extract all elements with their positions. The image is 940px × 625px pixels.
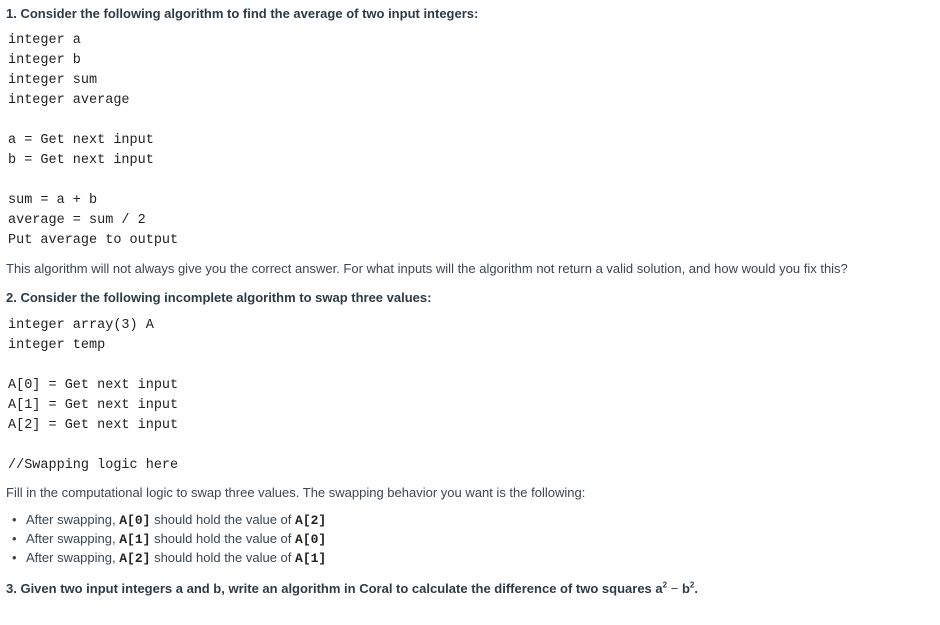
code-line: integer temp [8,338,106,353]
bullet-middle: should hold the value of [154,550,292,565]
code-line: A[2] = Get next input [8,418,179,433]
code-line: A[1] = Get next input [8,398,179,413]
bullet-target: A[2] [119,551,151,566]
bullet-prefix: After swapping, [26,550,116,565]
question-3-text: 3. Given two input integers a and b, write an algorithm in Coral to calculate the difference of two squares [6,581,652,596]
math-b: b [681,581,690,596]
code-line: average = sum / 2 [8,213,146,228]
bullet-source: A[2] [295,513,327,528]
bullet-target: A[1] [119,532,151,547]
bullet-prefix: After swapping, [26,531,116,546]
bullet-middle: should hold the value of [154,512,292,527]
code-line: sum = a + b [8,193,98,208]
code-line: Put average to output [8,233,179,248]
bullet-middle: should hold the value of [154,531,292,546]
math-exponent: 2 [689,580,695,590]
bullet-target: A[0] [119,513,151,528]
bullet-source: A[0] [295,532,327,547]
code-line: b = Get next input [8,153,154,168]
code-line: //Swapping logic here [8,458,179,473]
list-item [6,529,326,548]
code-line [8,171,178,191]
code-line [8,111,178,131]
question-2-instruction: Fill in the computational logic to swap three values. The swapping behavior you want is the following: [6,485,586,500]
question-2-heading: 2. Consider the following incomplete algorithm to swap three values: [6,290,432,305]
code-line [8,356,178,376]
question-3-heading [6,581,698,596]
code-line: integer average [8,93,130,108]
math-exponent: 2 [662,580,668,590]
math-minus: − [670,581,679,596]
list-item [6,548,326,567]
bullet-source: A[1] [295,551,327,566]
code-line [8,436,178,456]
question-1-heading: 1. Consider the following algorithm to find the average of two input integers: [6,6,479,21]
code-line: integer sum [8,73,98,88]
math-expression [655,581,698,596]
code-line: integer array(3) A [8,318,154,333]
swap-requirements-list [6,510,326,567]
question-1-code-block [8,31,178,251]
question-1-followup: This algorithm will not always give you the correct answer. For what inputs will the algorithm not return a valid solution, and how would you fix this? [6,261,848,276]
code-line: integer b [8,53,81,68]
period: . [694,581,698,596]
bullet-prefix: After swapping, [26,512,116,527]
list-item [6,510,326,529]
code-line: A[0] = Get next input [8,378,179,393]
code-line: a = Get next input [8,133,154,148]
code-line: integer a [8,33,81,48]
question-2-code-block [8,316,178,476]
math-a: a [655,581,663,596]
